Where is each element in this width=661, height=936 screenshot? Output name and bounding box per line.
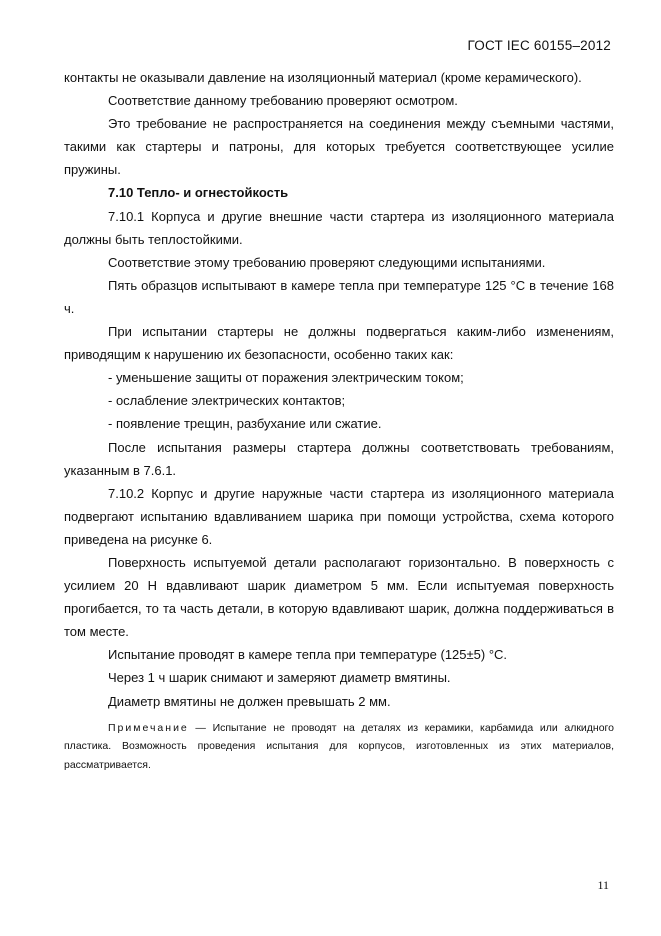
list-item: - появление трещин, разбухание или сжатие. xyxy=(108,416,382,432)
document-header: ГОСТ IEC 60155–2012 xyxy=(467,38,611,53)
paragraph: Испытание проводят в камере тепла при температуре (125±5) °С. xyxy=(108,647,508,663)
document-body xyxy=(64,66,614,774)
paragraph: Соответствие этому требованию проверяют следующими испытаниями. xyxy=(108,254,546,270)
paragraph: Соответствие данному требованию проверяют осмотром. xyxy=(108,93,458,109)
paragraph: Это требование не распространяется на соединения между съемными частями, такими как стартеры и патроны, для которых требуется соответствующее усилие пружины. xyxy=(64,116,614,178)
paragraph: При испытании стартеры не должны подвергаться каким-либо изменениям, приводящим к нарушению их безопасности, особенно таких как: xyxy=(64,324,614,363)
paragraph: 7.10.1 Корпуса и другие внешние части стартера из изоляционного материала должны быть теплостойкими. xyxy=(64,208,614,247)
paragraph: После испытания размеры стартера должны соответствовать требованиям, указанным в 7.6.1. xyxy=(64,439,614,478)
paragraph: Поверхность испытуемой детали располагают горизонтально. В поверхность с усилием 20 Н вдавливают шарик диаметром 5 мм. Если испытуемая поверхность прогибается, то та часть детали, в которую вдавливают шарик, должна поддерживаться в том месте. xyxy=(64,554,614,640)
paragraph-continuation: контакты не оказывали давление на изоляционный материал (кроме керамического). xyxy=(64,70,582,85)
paragraph: Диаметр вмятины не должен превышать 2 мм. xyxy=(108,693,391,709)
note xyxy=(64,719,614,775)
section-title: 7.10 Тепло- и огнестойкость xyxy=(108,185,289,201)
page-number: 11 xyxy=(597,878,609,892)
note-label: Примечание xyxy=(108,721,189,734)
paragraph: Пять образцов испытывают в камере тепла при температуре 125 °С в течение 168 ч. xyxy=(64,277,614,316)
paragraph: 7.10.2 Корпус и другие наружные части стартера из изоляционного материала подвергают испытанию вдавливанием шарика при помощи устройства, схема которого приведена на рисунке 6. xyxy=(64,485,614,547)
list-item: - ослабление электрических контактов; xyxy=(108,393,346,409)
paragraph: Через 1 ч шарик снимают и замеряют диаметр вмятины. xyxy=(108,670,451,686)
note-text: — Испытание не проводят на деталях из керамики, карбамида или алкидного пластика. Возможность проведения испытания для корпусов, изготовленных из этих материалов, рассматривается. xyxy=(64,721,614,771)
list-item: - уменьшение защиты от поражения электрическим током; xyxy=(108,370,464,386)
